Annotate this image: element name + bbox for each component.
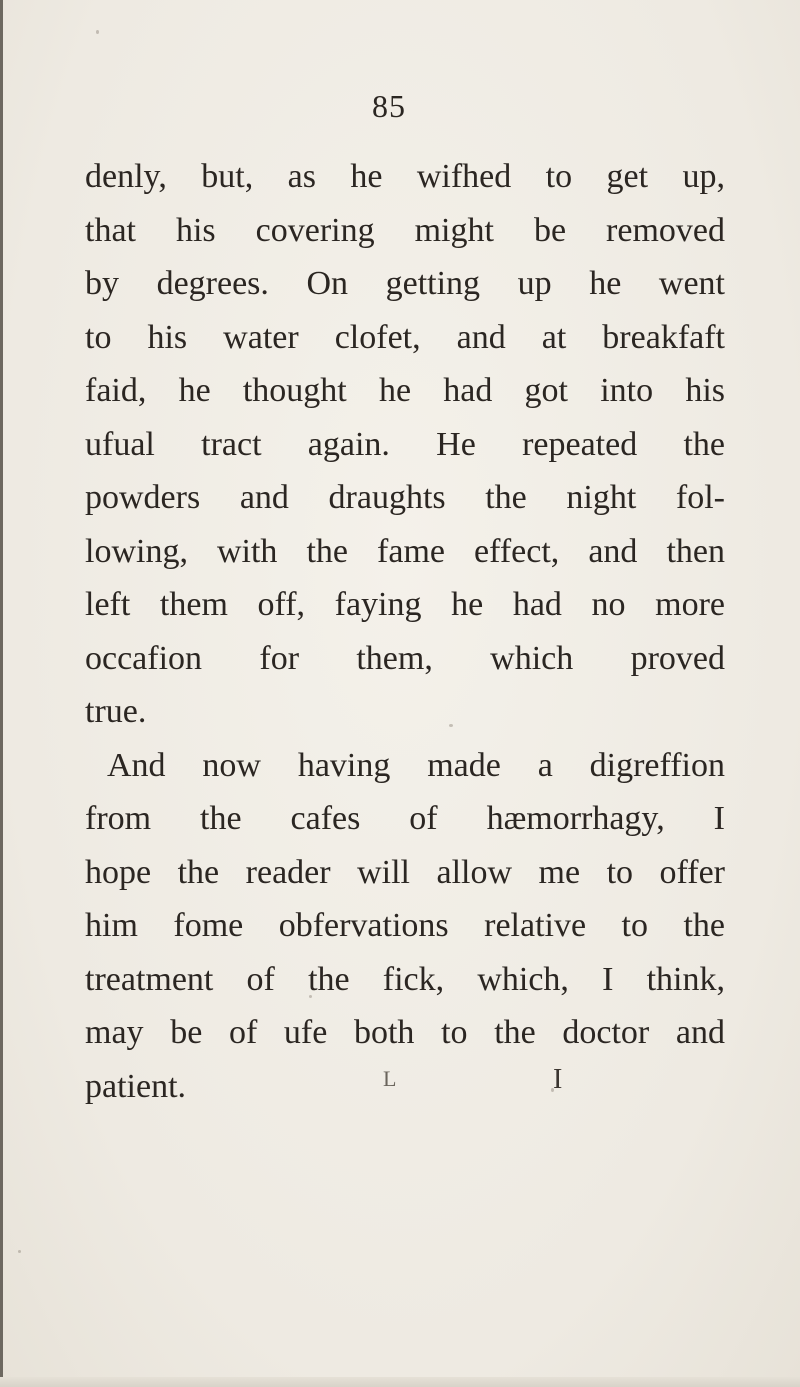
text-line: left them off, faying he had no more <box>85 586 725 623</box>
paper-speck <box>449 724 453 727</box>
text-line: treatment of the fick, which, I think, <box>85 960 725 998</box>
text-line: lowing, with the fame effect, and then <box>85 532 725 570</box>
paper-speck <box>309 995 312 998</box>
text-line: him fome obfervations relative to the <box>85 907 725 944</box>
text-line-paragraph-end: patient. <box>85 1067 187 1105</box>
paper-speck <box>551 1088 554 1092</box>
paper-speck <box>18 1250 21 1253</box>
text-line: from the cafes of hæmorrhagy, I <box>85 800 725 837</box>
text-line-paragraph-start: And now having made a digreffion <box>107 746 725 784</box>
text-line: that his covering might be removed <box>85 211 725 249</box>
page-left-edge <box>0 0 3 1387</box>
page-bottom-edge <box>0 1377 800 1387</box>
catchword: I <box>553 1064 563 1095</box>
body-text <box>85 150 725 1113</box>
text-line: hope the reader will allow me to offer <box>85 853 725 891</box>
text-line: denly, but, as he wifhed to get up, <box>85 158 725 195</box>
text-line: faid, he thought he had got into his <box>85 372 725 409</box>
text-line: to his water clofet, and at breakfaft <box>85 318 725 356</box>
text-line: by degrees. On getting up he went <box>85 265 725 302</box>
paper-speck <box>96 30 99 34</box>
text-line: may be of ufe both to the doctor and <box>85 1014 725 1051</box>
page-number: 85 <box>372 88 406 124</box>
text-line: occafion for them, which proved <box>85 639 725 677</box>
text-line: powders and draughts the night fol- <box>85 479 725 516</box>
signature-mark: L <box>383 1066 397 1091</box>
text-line: ufual tract again. He repeated the <box>85 425 725 463</box>
text-line-paragraph-end: true. <box>85 693 147 730</box>
